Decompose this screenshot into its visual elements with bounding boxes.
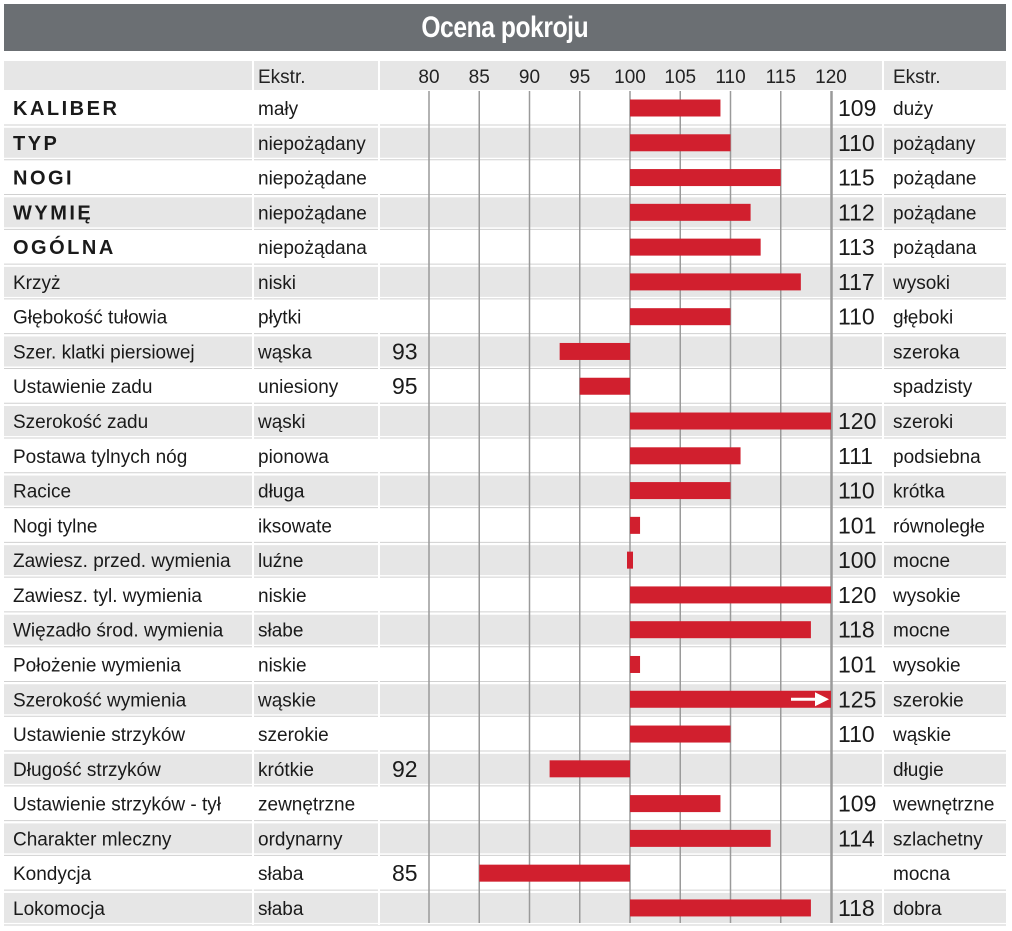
low-extreme-label: iksowate (258, 516, 332, 538)
value-label: 120 (838, 581, 877, 608)
bar (627, 552, 633, 569)
bar (630, 239, 761, 256)
trait-label: Więzadło środ. wymienia (13, 620, 224, 642)
trait-label: Racice (13, 481, 72, 503)
x-ticks (418, 67, 846, 88)
trait-label: Szerokość wymienia (13, 690, 187, 712)
high-extreme-label: mocna (893, 864, 951, 886)
bar (630, 726, 731, 743)
chart-title (4, 4, 1006, 51)
low-extreme-label: niepożądane (258, 168, 367, 190)
table-row (4, 371, 1006, 403)
low-extreme-label: wąski (258, 412, 306, 434)
value-label: 115 (838, 164, 875, 191)
trait-label: Głębokość tułowia (13, 307, 168, 329)
bar (630, 899, 811, 916)
value-label: 92 (392, 755, 418, 782)
high-extreme-label: równoległe (893, 516, 985, 538)
bar (630, 273, 801, 290)
high-extreme-label: szerokie (893, 690, 964, 712)
value-label: 112 (838, 199, 875, 226)
value-label: 120 (838, 408, 877, 435)
value-label: 110 (838, 721, 875, 748)
high-extreme-label: krótka (893, 481, 945, 503)
value-label: 101 (838, 512, 877, 539)
bar (630, 830, 771, 847)
value-label: 101 (838, 651, 877, 678)
bar (630, 100, 720, 117)
low-extreme-label: słaba (258, 898, 304, 920)
value-label: 95 (392, 373, 418, 400)
value-label: 110 (838, 303, 875, 330)
low-extreme-label: słabe (258, 620, 304, 642)
low-extreme-label: mały (258, 99, 299, 120)
bar (630, 517, 640, 534)
chart-title-text: Ocena pokroju (421, 10, 589, 44)
trait-label: Długość strzyków (13, 759, 161, 781)
trait-label: Ustawienie zadu (13, 377, 153, 399)
high-extreme-label: szeroka (893, 342, 960, 364)
low-extreme-label: szerokie (258, 725, 329, 747)
low-extreme-label: niepożądana (258, 238, 367, 260)
high-extreme-label: podsiebna (893, 446, 981, 468)
high-extreme-label: wysokie (893, 585, 961, 607)
tick-label-115: 115 (765, 67, 796, 88)
low-extreme-label: niepożądany (258, 133, 366, 155)
trait-label: Ustawienie strzyków - tył (13, 794, 221, 816)
low-extreme-label: niski (258, 272, 297, 294)
value-label: 110 (838, 477, 875, 504)
high-extreme-label: mocne (893, 551, 951, 573)
bar (630, 308, 731, 325)
trait-label: TYP (13, 132, 60, 155)
high-extreme-label: mocne (893, 620, 951, 642)
high-extreme-label: pożądane (893, 168, 977, 190)
trait-label: Postawa tylnych nóg (13, 446, 188, 468)
bar (630, 447, 741, 464)
low-extreme-label: płytki (258, 307, 302, 329)
bar (630, 134, 731, 151)
tick-label-80: 80 (418, 67, 440, 88)
trait-label: Ustawienie strzyków (13, 725, 186, 747)
header-cell (4, 61, 252, 90)
tick-label-100: 100 (614, 67, 646, 88)
row-cell (380, 754, 882, 784)
bar (479, 865, 630, 882)
row-cell (380, 858, 882, 888)
low-extreme-label: wąska (258, 342, 312, 364)
bar (550, 760, 630, 777)
high-extreme-label: wewnętrzne (893, 794, 995, 816)
trait-label: Zawiesz. przed. wymienia (13, 551, 231, 573)
high-extreme-label: szeroki (893, 412, 954, 434)
low-extreme-label: słaba (258, 864, 304, 886)
header-left-extreme: Ekstr. (258, 67, 306, 88)
bar (630, 795, 720, 812)
value-label: 109 (838, 95, 877, 121)
low-extreme-label: ordynarny (258, 829, 343, 851)
trait-label: Szer. klatki piersiowej (13, 342, 195, 364)
high-extreme-label: dobra (893, 898, 942, 920)
trait-label: Kondycja (13, 864, 92, 886)
low-extreme-label: wąskie (258, 690, 317, 712)
header-row (4, 61, 1006, 90)
low-extreme-label: długa (258, 481, 305, 503)
trait-label: Zawiesz. tyl. wymienia (13, 585, 202, 607)
row-cell (380, 371, 882, 401)
bar (630, 413, 831, 430)
value-label: 93 (392, 338, 418, 365)
tick-label-85: 85 (468, 67, 490, 88)
value-label: 125 (838, 686, 877, 713)
value-label: 110 (838, 129, 875, 156)
bar (630, 204, 751, 221)
value-label: 109 (838, 790, 877, 817)
tick-label-90: 90 (518, 67, 541, 88)
row-cell (380, 336, 882, 366)
value-label: 114 (838, 825, 875, 852)
value-label: 100 (838, 547, 877, 574)
low-extreme-label: niskie (258, 655, 307, 677)
low-extreme-label: zewnętrzne (258, 794, 356, 816)
high-extreme-label: pożądany (893, 133, 976, 155)
high-extreme-label: spadzisty (893, 377, 973, 399)
bar (630, 621, 811, 638)
trait-label: Szerokość zadu (13, 412, 149, 434)
value-label: 85 (392, 860, 418, 887)
tick-label-105: 105 (664, 67, 697, 88)
high-extreme-label: wąskie (893, 725, 952, 747)
trait-label: Lokomocja (13, 898, 105, 920)
trait-label: Charakter mleczny (13, 829, 172, 851)
trait-label: OGÓLNA (13, 237, 116, 260)
tick-label-95: 95 (569, 67, 591, 88)
low-extreme-label: niskie (258, 585, 307, 607)
high-extreme-label: wysokie (893, 655, 961, 677)
bar (630, 169, 781, 186)
bar (630, 656, 640, 673)
trait-label: Krzyż (13, 272, 61, 294)
value-label: 118 (838, 894, 875, 921)
value-label: 118 (838, 616, 875, 643)
bar (630, 482, 731, 499)
low-extreme-label: krótkie (258, 759, 314, 781)
trait-label: Nogi tylne (13, 516, 98, 538)
high-extreme-label: długie (893, 759, 944, 781)
low-extreme-label: niepożądane (258, 203, 367, 225)
low-extreme-label: uniesiony (258, 377, 339, 399)
high-extreme-label: szlachetny (893, 829, 983, 851)
high-extreme-label: głęboki (893, 307, 954, 329)
tick-label-110: 110 (715, 67, 746, 88)
bar (580, 378, 630, 395)
value-label: 111 (838, 442, 873, 469)
high-extreme-label: pożądane (893, 203, 977, 225)
high-extreme-label: wysoki (893, 272, 951, 294)
value-label: 117 (838, 268, 875, 295)
bar (630, 586, 831, 603)
value-label: 113 (838, 234, 875, 261)
low-extreme-label: pionowa (258, 446, 329, 468)
high-extreme-label: duży (893, 99, 934, 120)
trait-label: WYMIĘ (13, 202, 94, 225)
low-extreme-label: luźne (258, 551, 304, 573)
tick-label-120: 120 (815, 67, 847, 88)
high-extreme-label: pożądana (893, 238, 977, 260)
header-right-extreme: Ekstr. (893, 67, 941, 88)
trait-label: Położenie wymienia (13, 655, 181, 677)
trait-label: NOGI (13, 167, 75, 190)
trait-label: KALIBER (13, 98, 120, 120)
bar (560, 343, 630, 360)
